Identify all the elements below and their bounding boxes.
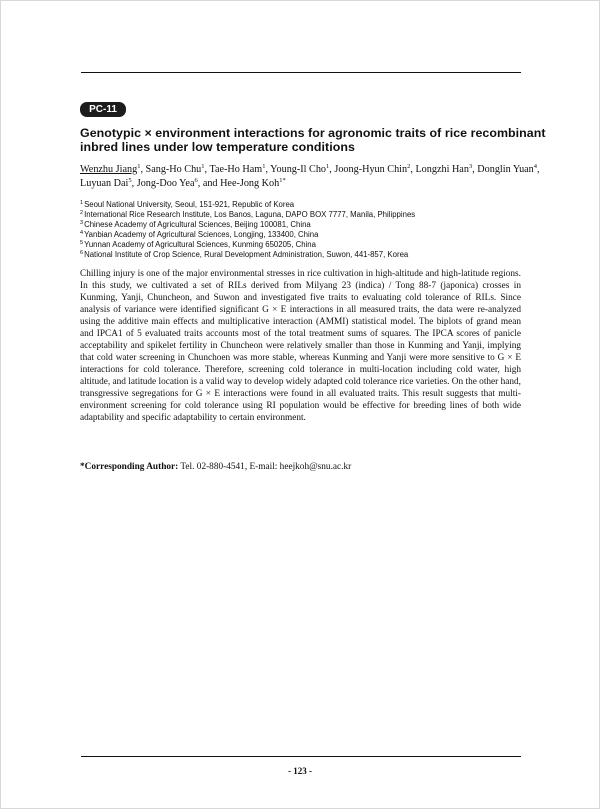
affiliation-number: 4 (80, 230, 84, 237)
author-name: Donglin Yuan (477, 164, 534, 175)
author-affiliation-mark: 1 (326, 163, 330, 170)
author-name: Tae-Ho Ham (209, 164, 263, 175)
author-affiliation-mark: 1* (279, 177, 286, 184)
affiliation-number: 3 (80, 220, 84, 227)
author-name: Luyuan Dai (80, 178, 129, 189)
affiliation-text: National Institute of Crop Science, Rural Development Administration, Suwon, 441-857, Korea (84, 250, 409, 260)
corresponding-author (80, 461, 521, 473)
author-name: Hee-Jong Koh (220, 178, 280, 189)
bottom-rule (81, 756, 521, 757)
affiliation-text: Yanbian Academy of Agricultural Sciences, Longjing, 133400, China (84, 230, 319, 240)
author-name: Wenzhu Jiang (80, 164, 138, 175)
page-number: - 123 - (288, 766, 312, 776)
author-affiliation-mark: 5 (128, 177, 132, 184)
author-name: Sang-Ho Chu (145, 164, 202, 175)
affiliation-item (80, 240, 530, 250)
paper-title-line-2: inbred lines under low temperature conditions (80, 140, 355, 154)
top-rule (81, 72, 521, 73)
author-name: Jong-Doo Yea (136, 178, 195, 189)
author-affiliation-mark: 3 (468, 163, 473, 170)
affiliation-text: Yunnan Academy of Agricultural Sciences, Kunming 650205, China (84, 240, 316, 250)
author-affiliation-mark: 1 (201, 163, 205, 170)
affiliation-item (80, 230, 530, 240)
affiliation-item (80, 220, 530, 230)
paper-title-line-1: Genotypic × environment interactions for agronomic traits of rice recombinant (80, 126, 546, 140)
author-affiliation-mark: 1 (262, 163, 266, 170)
affiliation-number: 5 (80, 240, 84, 247)
affiliation-item (80, 200, 530, 210)
author-affiliation-mark: 6 (194, 177, 198, 184)
affiliation-number: 2 (80, 210, 84, 217)
author-line-2: Luyuan Dai$^5$, Jong-Doo Yea$^6$, and Hee-Jong Koh$^{1*}$ (80, 177, 286, 189)
author-list (80, 163, 540, 191)
author-line-1: Wenzhu Jiang$^1$, Sang-Ho Chu$^1$, Tae-Ho Ham$^1$, Young-Il Cho$^1$, Joong-Hyun Chin$^2$, Longzhi Han$^3$, Donglin Yuan$^4$, (80, 163, 540, 175)
author-name: Longzhi Han (415, 164, 469, 175)
author-affiliation-mark: 4 (533, 163, 538, 170)
affiliation-list (80, 200, 530, 261)
affiliation-number: 1 (80, 200, 84, 206)
affiliation-text: International Rice Research Institute, Los Banos, Laguna, DAPO BOX 7777, Manila, Philippines (84, 210, 416, 220)
author-name: Joong-Hyun Chin (334, 164, 408, 175)
affiliation-item (80, 250, 530, 260)
corresponding-author-label: *Corresponding Author: (80, 462, 179, 472)
paper-title (80, 126, 546, 154)
affiliation-number: 6 (80, 250, 84, 257)
affiliation-item (80, 210, 530, 220)
corresponding-author-contact: Tel. 02-880-4541, E-mail: heejkoh@snu.ac.kr (178, 462, 352, 472)
affiliation-text: Seoul National University, Seoul, 151-921, Republic of Korea (84, 200, 295, 209)
affiliation-text: Chinese Academy of Agricultural Sciences, Beijing 100081, China (84, 220, 311, 230)
author-affiliation-mark: 1 (137, 163, 141, 170)
abstract-body: Chilling injury is one of the major environmental stresses in rice cultivation in high-altitude and high-latitude regions. In this study, we cultivated a set of RILs derived from Milyang 23 (indica) / Tong 88-7 (japonica) crosses in Kunming, Yanji, Chuncheon, and Suwon and investigated five traits to evaluating cold tolerance of RILs. Since analysis of variance were identified significant G × E interactions in all measured traits, the data were re-analyzed using the additive main effects and multiplicative interaction (AMMI) statistical model. The biplots of grand mean and IPCA1 of 5 evaluated traits accounts most of the total treatment sums of squares. The IPCA scores of panicle acceptability and spikelet fertility in Chuncheon were relatively smaller than those in Kunming and Yanji, implying that cold water screening in Chunchoen was more stable, whereas Kunming and Yanji were more sensitive to G × E interactions for cold tolerance. Therefore, screening cold tolerance in multi-location including cold water, high altitude, and latitude location is a valid way to develop widely adapted cold tolerance rice varieties. On the other hand, transgressive segregations for G × E interactions were found in all evaluated traits. This result suggests that multi-environment screening for cold tolerance using RI population would be effective for breeding lines of both wide adaptability and specific adaptability to certain environment. (80, 269, 521, 423)
author-affiliation-mark: 2 (407, 163, 411, 170)
session-badge: PC-11 (80, 102, 126, 117)
author-name: Young-Il Cho (270, 164, 327, 175)
